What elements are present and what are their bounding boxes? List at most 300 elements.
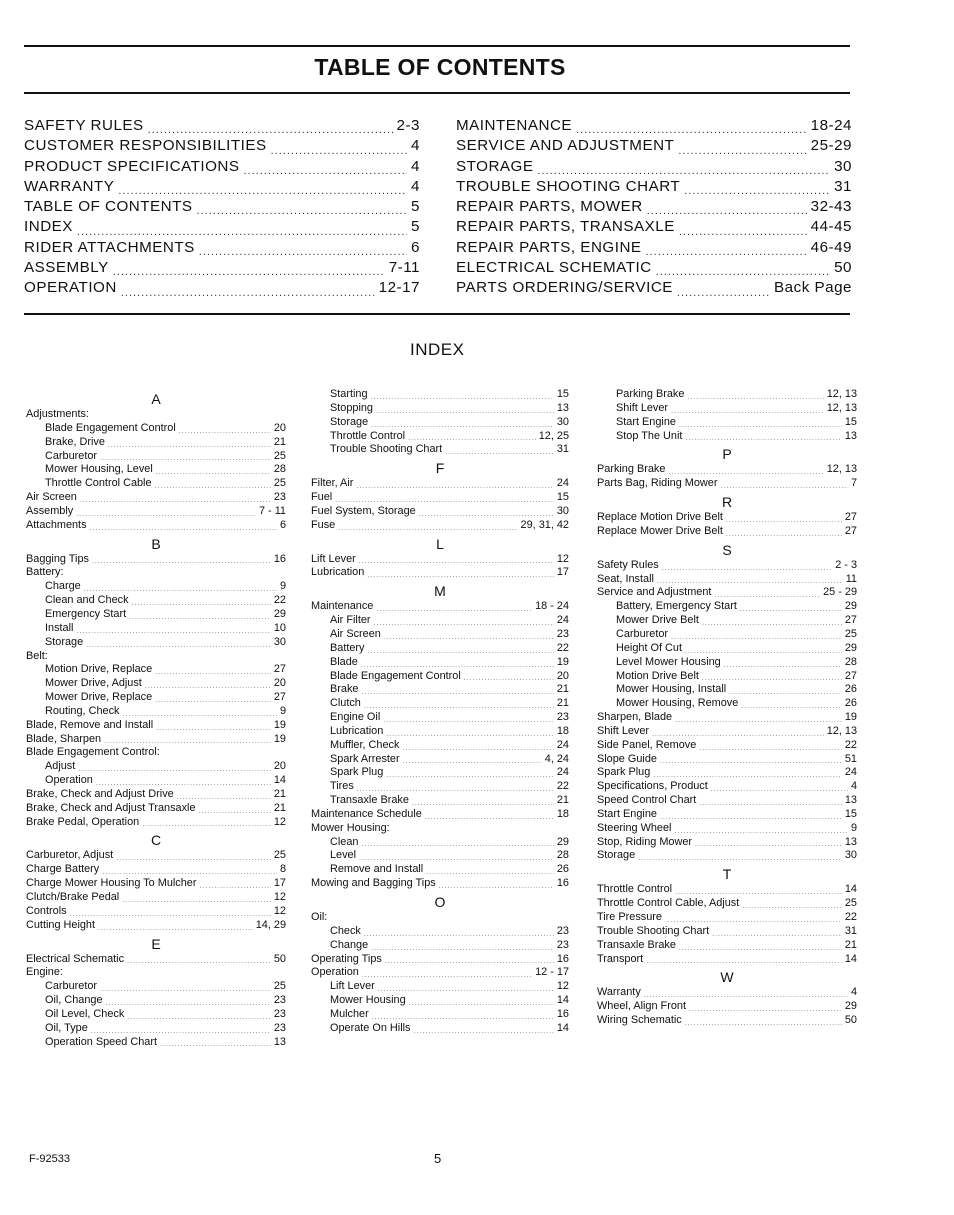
dot-leader <box>386 730 554 739</box>
index-entry-label: Shift Lever <box>616 401 669 414</box>
dot-leader <box>361 840 553 849</box>
index-entry-page: 23 <box>556 938 569 951</box>
dot-leader <box>576 123 807 137</box>
toc-entry-page: 4 <box>411 157 420 175</box>
dot-leader <box>121 286 375 300</box>
toc-entry-page: 18-24 <box>810 117 852 134</box>
index-entry-label: Wiring Schematic <box>597 1014 682 1027</box>
index-letter-heading: B <box>151 535 161 552</box>
dot-leader <box>646 245 807 259</box>
index-entry <box>26 622 286 636</box>
dot-leader <box>419 510 554 519</box>
dot-leader <box>91 1027 271 1036</box>
index-entry-label: Remove and Install <box>330 863 424 876</box>
index-entry <box>311 725 569 739</box>
index-entry-label: Side Panel, Remove <box>597 738 697 751</box>
dot-leader <box>662 564 832 573</box>
index-entry-label: Level Mower Housing <box>616 655 721 668</box>
index-entry <box>597 402 857 416</box>
toc-entry-page: 5 <box>411 218 420 236</box>
dot-leader <box>244 164 408 178</box>
index-entry <box>311 939 569 953</box>
index-entry-label: Operation <box>45 774 93 787</box>
index-entry-label: Air Screen <box>330 627 381 640</box>
dot-leader <box>116 854 271 863</box>
index-entry <box>26 746 286 760</box>
index-entry-page: 15 <box>844 807 857 820</box>
index-entry-label: Sharpen, Blade <box>597 711 673 724</box>
toc-entry-label: TROUBLE SHOOTING CHART <box>456 177 681 195</box>
index-entry-page: 12 <box>273 815 286 828</box>
toc-entry-page: 30 <box>834 157 852 175</box>
index-entry-page: 22 <box>844 738 857 751</box>
index-entry <box>597 911 857 925</box>
index-entry-label: Wheel, Align Front <box>597 1000 686 1013</box>
dot-leader <box>656 265 830 279</box>
index-entry-page: 13 <box>844 429 857 442</box>
index-entry-page: 12, 13 <box>826 388 857 400</box>
index-entry-page: 21 <box>556 697 569 710</box>
dot-leader <box>374 619 554 628</box>
index-entry <box>26 566 286 580</box>
dot-leader <box>729 688 842 697</box>
index-entry-page: 11 <box>845 572 857 585</box>
index-entry-page: 24 <box>556 614 569 627</box>
index-entry-label: Electrical Schematic <box>26 952 125 965</box>
toc-entry <box>456 198 852 218</box>
index-entry-label: Brake, Check and Adjust Transaxle <box>26 801 196 814</box>
index-entry-label: Assembly <box>26 504 74 517</box>
index-entry-page: 15 <box>556 491 569 504</box>
index-entry <box>311 780 569 794</box>
dot-leader <box>409 999 554 1008</box>
dot-leader <box>122 710 276 719</box>
index-entry-page: 21 <box>844 938 857 951</box>
index-entry-page: 29, 31, 42 <box>520 518 569 531</box>
index-entry-page: 20 <box>273 421 286 434</box>
index-entry <box>597 642 857 656</box>
dot-leader <box>77 225 407 239</box>
toc-entry <box>24 137 420 157</box>
index-entry <box>311 753 569 767</box>
index-entry-label: Engine: <box>26 966 63 979</box>
index-entry-page: 30 <box>556 415 569 428</box>
toc-entry-page: 4 <box>411 177 420 195</box>
index-entry-page: 19 <box>273 732 286 745</box>
index-entry-label: Mower Housing <box>330 994 406 1007</box>
index-entry <box>26 816 286 830</box>
index-letter-heading: L <box>436 535 444 552</box>
dot-leader <box>674 827 847 836</box>
toc-entry-label: REPAIR PARTS, MOWER <box>456 198 643 216</box>
page-title: TABLE OF CONTENTS <box>314 54 566 80</box>
index-entry-label: Spark Plug <box>330 766 384 779</box>
index-title: INDEX <box>410 340 465 359</box>
index-entry-page: 12 - 17 <box>535 966 569 979</box>
dot-leader <box>665 916 842 925</box>
index-entry-page: 24 <box>556 738 569 751</box>
index-entry-label: Service and Adjustment <box>597 586 712 599</box>
index-entry-label: Mower Drive Belt <box>616 614 699 627</box>
title-bottom-rule <box>24 92 850 94</box>
dot-leader <box>372 1013 554 1022</box>
index-entry-label: Oil Level, Check <box>45 1007 125 1020</box>
index-entry-page: 22 <box>556 780 569 793</box>
index-entry-label: Transaxle Brake <box>330 794 409 807</box>
index-entry-page: 50 <box>273 952 286 965</box>
index-entry <box>597 586 857 600</box>
index-entry <box>26 919 286 933</box>
index-entry-label: Filter, Air <box>311 477 354 490</box>
index-entry-label: Operation Speed Chart <box>45 1035 158 1048</box>
index-entry-page: 13 <box>273 1035 286 1048</box>
index-entry-label: Throttle Control <box>597 883 673 896</box>
index-entry-page: 23 <box>556 924 569 937</box>
index-entry <box>597 628 857 642</box>
index-entry-page: 12, 25 <box>538 429 569 442</box>
index-entry-label: Mower Drive, Adjust <box>45 677 142 690</box>
index-entry-page: 24 <box>556 477 569 490</box>
index-entry-page: 12 <box>273 891 286 903</box>
dot-leader <box>646 957 842 966</box>
index-entry-page: 30 <box>844 849 857 862</box>
index-entry-label: Throttle Control <box>330 429 406 442</box>
index-entry-page: 14 <box>556 1021 569 1034</box>
toc-entry <box>24 117 420 137</box>
index-entry-label: Check <box>330 924 361 937</box>
index-entry <box>26 477 286 491</box>
dot-leader <box>335 496 554 505</box>
index-entry-page: 27 <box>273 691 286 704</box>
index-entry-page: 22 <box>273 594 286 607</box>
index-entry <box>311 953 569 967</box>
dot-leader <box>647 204 807 218</box>
index-entry-label: Oil, Type <box>45 1021 88 1034</box>
index-entry <box>26 719 286 733</box>
dot-leader <box>678 144 806 158</box>
dot-leader <box>687 393 823 402</box>
dot-leader <box>271 144 407 158</box>
index-entry-label: Replace Motion Drive Belt <box>597 511 723 524</box>
index-letter-heading: F <box>435 460 445 477</box>
toc-entry-page: 12-17 <box>378 279 420 297</box>
dot-leader <box>376 407 554 416</box>
index-entry-page: 24 <box>556 766 569 779</box>
dot-leader <box>384 633 554 642</box>
index-entry-label: Fuse <box>311 518 336 531</box>
index-entry-page: 50 <box>844 1014 857 1027</box>
index-entry-label: Motion Drive, Replace <box>45 663 153 676</box>
index-entry-page: 25 - 29 <box>823 586 857 599</box>
toc-entry <box>456 117 852 137</box>
index-entry-label: Stop The Unit <box>616 429 683 442</box>
index-entry <box>311 491 569 505</box>
dot-leader <box>684 184 830 198</box>
dot-leader <box>92 557 271 566</box>
index-entry-label: Bagging Tips <box>26 552 89 565</box>
index-entry-page: 13 <box>556 401 569 414</box>
index-entry <box>26 553 286 567</box>
index-entry <box>597 739 857 753</box>
index-entry <box>311 670 569 684</box>
index-entry-label: Clean <box>330 835 359 848</box>
index-entry <box>26 580 286 594</box>
index-entry <box>311 416 569 430</box>
toc-entry-label: INDEX <box>24 218 73 236</box>
index-entry-label: Carburetor <box>616 627 669 640</box>
index-entry-label: Safety Rules <box>597 558 659 571</box>
index-entry <box>26 980 286 994</box>
index-entry-label: Motion Drive Belt <box>616 669 699 682</box>
index-entry <box>311 683 569 697</box>
index-entry-label: Battery <box>330 641 365 654</box>
dot-leader <box>338 524 517 533</box>
dot-leader <box>652 730 824 739</box>
toc-entry <box>24 198 420 218</box>
index-entry-page: 14 <box>844 952 857 965</box>
toc-entry <box>456 259 852 279</box>
toc-entry <box>456 158 852 178</box>
dot-leader <box>726 530 842 539</box>
index-entry-label: Seat, Install <box>597 572 654 585</box>
index-entry <box>597 656 857 670</box>
index-entry-label: Belt: <box>26 649 48 662</box>
dot-leader <box>156 468 271 477</box>
index-entry <box>26 849 286 863</box>
dot-leader <box>740 605 842 614</box>
dot-leader <box>364 702 554 711</box>
index-entry-page: 12 <box>556 552 569 565</box>
index-entry-page: 21 <box>273 435 286 448</box>
index-entry-label: Stop, Riding Mower <box>597 835 693 848</box>
index-entry <box>26 705 286 719</box>
dot-leader <box>80 496 271 505</box>
index-entry-page: 12 <box>556 980 569 993</box>
index-letter-heading: C <box>150 832 162 849</box>
index-entry <box>311 836 569 850</box>
index-entry-label: Mower Drive, Replace <box>45 691 153 704</box>
dot-leader <box>724 661 842 670</box>
index-entry-page: 29 <box>844 1000 857 1013</box>
index-entry <box>26 436 286 450</box>
index-entry-page: 7 <box>850 477 857 490</box>
index-entry-label: Adjustments: <box>26 408 89 420</box>
dot-leader <box>376 605 532 614</box>
index-entry-page: 31 <box>844 924 857 937</box>
index-entry-page: 20 <box>556 669 569 682</box>
dot-leader <box>679 944 842 953</box>
index-entry <box>26 774 286 788</box>
index-letter-heading: R <box>721 494 733 511</box>
toc-entry <box>456 218 852 238</box>
index-column-3 <box>597 388 857 1028</box>
index-entry-label: Parking Brake <box>616 388 685 400</box>
index-entry-label: Blade <box>330 655 358 668</box>
toc-entry-label: ELECTRICAL SCHEMATIC <box>456 259 652 277</box>
dot-leader <box>538 164 831 178</box>
dot-leader <box>671 633 842 642</box>
toc-entry <box>24 218 420 238</box>
index-entry-page: 17 <box>556 566 569 579</box>
index-entry-page: 10 <box>273 621 286 634</box>
index-entry <box>26 905 286 919</box>
dot-leader <box>699 799 842 808</box>
dot-leader <box>106 999 271 1008</box>
index-entry-label: Fuel System, Storage <box>311 504 416 517</box>
index-entry <box>597 573 857 587</box>
index-entry-label: Fuel <box>311 491 333 504</box>
index-entry-page: 22 <box>556 641 569 654</box>
index-entry-page: 23 <box>273 1007 286 1020</box>
index-entry-label: Blade, Sharpen <box>26 732 102 745</box>
dot-leader <box>695 840 842 849</box>
index-entry <box>311 519 569 533</box>
index-entry-page: 29 <box>556 835 569 848</box>
index-entry-label: Throttle Control Cable, Adjust <box>597 897 740 910</box>
index-entry-label: Brake, Check and Adjust Drive <box>26 787 174 800</box>
toc-bottom-rule <box>24 313 850 315</box>
index-entry <box>597 670 857 684</box>
index-entry <box>597 766 857 780</box>
dot-leader <box>359 854 554 863</box>
index-entry-page: 12, 13 <box>826 463 857 476</box>
index-entry-page: 25 <box>844 627 857 640</box>
index-entry-label: Engine Oil <box>330 711 381 724</box>
dot-leader <box>644 991 848 1000</box>
index-entry-page: 26 <box>844 697 857 710</box>
index-entry-page: 24 <box>844 766 857 779</box>
index-entry <box>26 408 286 422</box>
index-entry-page: 9 <box>279 580 286 593</box>
index-entry <box>311 877 569 891</box>
index-entry-page: 21 <box>273 787 286 800</box>
index-entry <box>597 808 857 822</box>
index-entry-page: 9 <box>279 704 286 717</box>
index-entry <box>597 753 857 767</box>
dot-leader <box>425 813 554 822</box>
toc-entry-label: MAINTENANCE <box>456 117 573 134</box>
index-entry-label: Transaxle Brake <box>597 938 676 951</box>
index-entry-page: 12, 13 <box>826 724 857 737</box>
index-entry-page: 15 <box>844 415 857 428</box>
index-entry-page: 15 <box>556 388 569 400</box>
index-entry <box>311 553 569 567</box>
dot-leader <box>155 696 271 705</box>
dot-leader <box>702 674 842 683</box>
index-entry-label: Lubrication <box>311 566 365 579</box>
dot-leader <box>689 1005 842 1014</box>
index-entry-page: 6 <box>279 518 286 531</box>
index-entry-label: Lubrication <box>330 724 384 737</box>
dot-leader <box>127 1013 271 1022</box>
index-entry-label: Air Filter <box>330 614 371 627</box>
index-entry <box>311 443 569 457</box>
index-entry <box>311 966 569 980</box>
index-entry-page: 4, 24 <box>544 752 569 765</box>
index-entry-page: 13 <box>844 794 857 807</box>
dot-leader <box>127 957 271 966</box>
index-entry-page: 26 <box>844 683 857 696</box>
dot-leader <box>402 744 553 753</box>
index-entry <box>597 939 857 953</box>
index-entry-label: Brake Pedal, Operation <box>26 815 140 828</box>
index-entry <box>26 760 286 774</box>
index-entry-label: Maintenance <box>311 600 374 613</box>
index-entry <box>597 697 857 711</box>
dot-leader <box>129 613 271 622</box>
index-entry <box>26 1008 286 1022</box>
dot-leader <box>711 785 848 794</box>
index-entry-page: 20 <box>273 677 286 690</box>
dot-leader <box>361 661 554 670</box>
index-entry-page: 27 <box>844 511 857 524</box>
index-entry-page: 25 <box>844 897 857 910</box>
index-letter-heading: O <box>434 894 446 910</box>
dot-leader <box>741 702 842 711</box>
index-entry-page: 16 <box>273 552 286 565</box>
index-entry <box>597 525 857 539</box>
index-entry-page: 21 <box>273 801 286 814</box>
dot-leader <box>84 585 277 594</box>
index-entry-page: 27 <box>273 663 286 676</box>
index-entry-page: 4 <box>850 986 857 999</box>
index-entry-label: Muffler, Check <box>330 738 400 751</box>
index-entry-page: 9 <box>850 821 857 834</box>
toc-left-column <box>24 117 420 300</box>
dot-leader <box>148 123 393 137</box>
index-entry-page: 18 - 24 <box>535 600 569 613</box>
dot-leader <box>199 807 271 816</box>
dot-leader <box>76 627 270 636</box>
toc-entry <box>24 279 420 299</box>
dot-leader <box>386 771 554 780</box>
dot-leader <box>638 854 842 863</box>
index-entry-label: Air Screen <box>26 491 77 504</box>
toc-entry-page: Back Page <box>774 279 852 297</box>
index-entry-label: Slope Guide <box>597 752 657 765</box>
dot-leader <box>371 393 554 402</box>
index-entry-page: 14 <box>556 994 569 1007</box>
dot-leader <box>675 888 842 897</box>
dot-leader <box>679 225 807 239</box>
index-entry <box>311 863 569 877</box>
toc-entry-page: 5 <box>411 198 420 216</box>
index-entry-page: 30 <box>556 504 569 517</box>
index-entry <box>26 519 286 533</box>
dot-leader <box>685 1019 842 1028</box>
index-entry <box>597 511 857 525</box>
index-entry <box>311 430 569 444</box>
dot-leader <box>156 724 271 733</box>
index-entry <box>597 897 857 911</box>
index-entry-page: 13 <box>844 835 857 848</box>
index-entry-label: Charge Mower Housing To Mulcher <box>26 877 197 890</box>
dot-leader <box>368 647 554 656</box>
index-entry-label: Level <box>330 849 357 862</box>
dot-leader <box>160 1040 271 1049</box>
index-entry <box>597 614 857 628</box>
dot-leader <box>742 902 842 911</box>
index-entry-label: Speed Control Chart <box>597 794 697 807</box>
index-entry <box>311 402 569 416</box>
index-entry <box>311 925 569 939</box>
dot-leader <box>362 971 532 980</box>
index-entry-label: Attachments <box>26 518 87 531</box>
index-entry-page: 16 <box>556 1007 569 1020</box>
toc-entry-label: ASSEMBLY <box>24 259 109 277</box>
index-entry-page: 28 <box>556 849 569 862</box>
dot-leader <box>356 482 554 491</box>
